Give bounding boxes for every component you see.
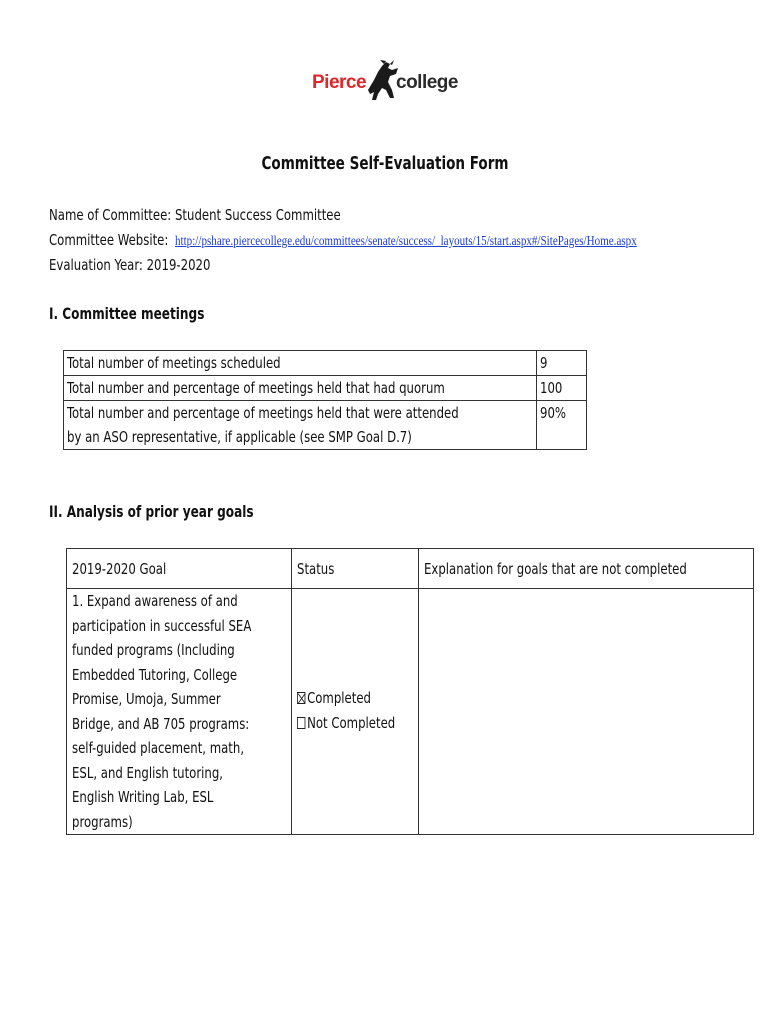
goal-description: 1. Expand awareness of and participation in successful SEA funded programs (Including Embedded Tutoring, College Promise, Umoja, Summer Bridge, and AB 705 programs: self-guided placement, math, ESL, and English tutoring, English Writing Lab, ESL programs) xyxy=(67,589,292,835)
table-row xyxy=(64,351,587,376)
committee-name-line xyxy=(49,206,396,224)
meetings-aso-label: Total number and percentage of meetings held that were attended by an ASO representative, if applicable (see SMP Goal D.7) xyxy=(64,401,537,450)
section-prior-goals-heading: II. Analysis of prior year goals xyxy=(49,502,254,521)
table-row xyxy=(64,401,587,450)
page-title: Committee Self-Evaluation Form xyxy=(261,154,509,174)
explanation-column-header: Explanation for goals that are not completed xyxy=(419,549,754,589)
evaluation-year-label: Evaluation Year: xyxy=(49,256,143,274)
evaluation-year-value: 2019-2020 xyxy=(146,256,211,274)
goals-table-header-row xyxy=(67,549,754,589)
goal-column-header: 2019-2020 Goal xyxy=(67,549,292,589)
committee-website-link[interactable]: http://pshare.piercecollege.edu/committees/senate/success/_layouts/15/start.aspx#/SitePages/Home.aspx xyxy=(175,233,637,248)
meetings-aso-value: 90% xyxy=(537,401,587,450)
goal-status xyxy=(291,589,419,835)
meetings-table xyxy=(63,350,587,450)
section-committee-meetings-heading: I. Committee meetings xyxy=(49,304,205,323)
goals-table xyxy=(66,548,754,835)
unchecked-checkbox-icon[interactable] xyxy=(297,717,305,729)
logo-pierce-text: Pierce xyxy=(312,72,367,93)
meetings-scheduled-label: Total number of meetings scheduled xyxy=(64,351,537,376)
committee-website-label: Committee Website: xyxy=(49,231,169,249)
committee-name-label: Name of Committee: xyxy=(49,206,172,224)
committee-name-value: Student Success Committee xyxy=(174,206,341,224)
status-not-completed-label: Not Completed xyxy=(306,713,395,732)
table-row xyxy=(64,376,587,401)
meetings-quorum-label: Total number and percentage of meetings held that had quorum xyxy=(64,376,537,401)
committee-website-line xyxy=(49,231,738,249)
table-row xyxy=(67,589,754,835)
status-completed-label: Completed xyxy=(306,689,371,707)
meetings-scheduled-value: 9 xyxy=(537,351,587,376)
goal-explanation[interactable] xyxy=(419,589,754,835)
meetings-quorum-value: 100 xyxy=(537,376,587,401)
status-column-header: Status xyxy=(291,549,419,589)
checked-checkbox-icon[interactable] xyxy=(297,692,305,704)
status-not-completed-option[interactable] xyxy=(297,711,395,736)
evaluation-year-line xyxy=(49,256,241,274)
pierce-college-logo xyxy=(312,60,462,102)
status-completed-option[interactable] xyxy=(297,686,395,711)
logo-college-text: college xyxy=(396,72,458,93)
